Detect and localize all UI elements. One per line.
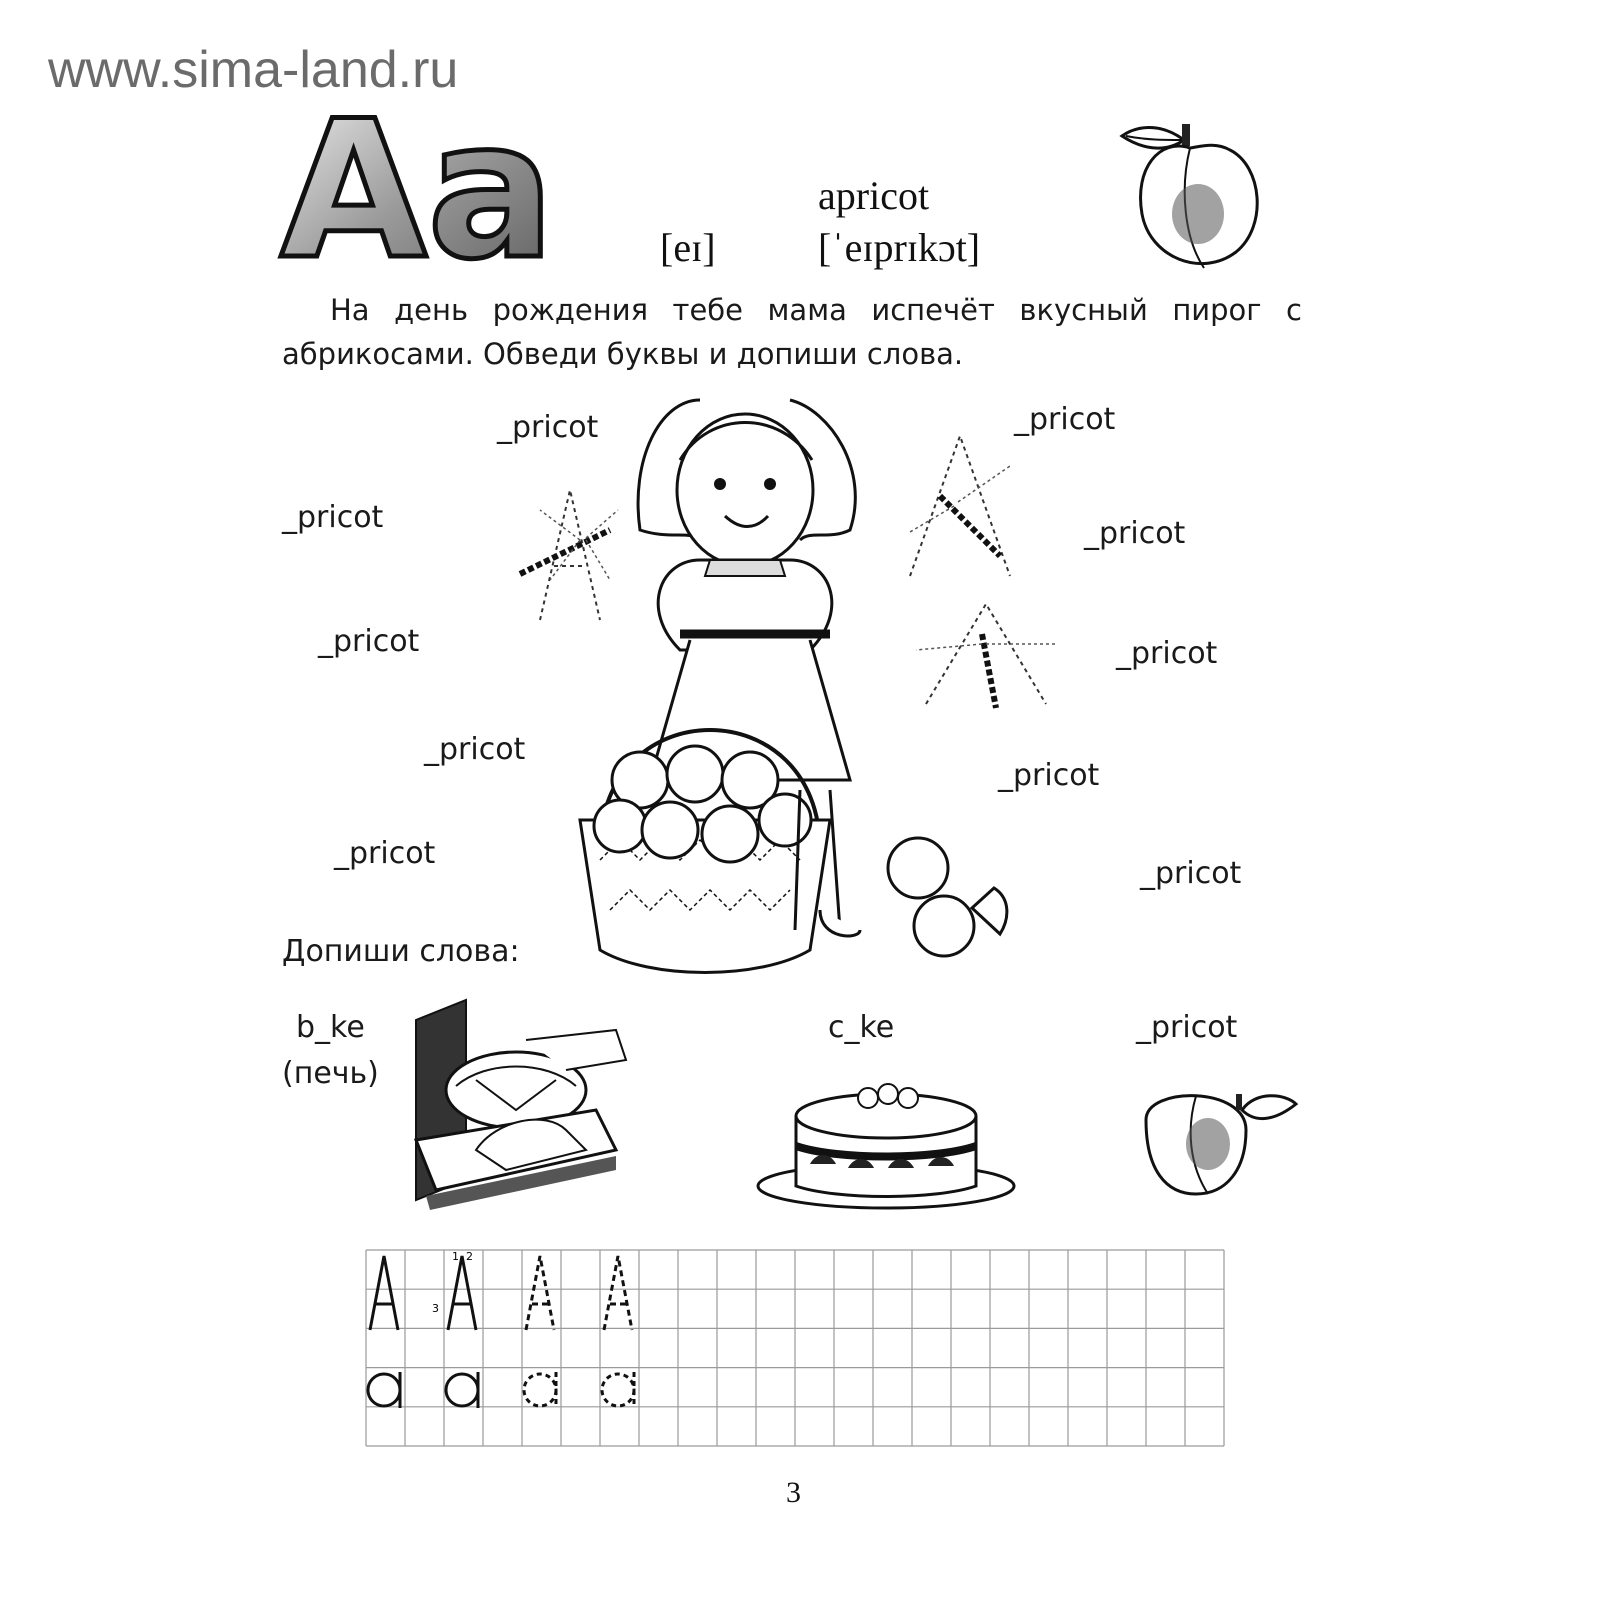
- letter-a-upper-samples: [370, 1256, 476, 1330]
- svg-text:3: 3: [432, 1302, 439, 1315]
- dragonfly-dotted-a-right-top: [900, 436, 1020, 586]
- big-letters-aa: [280, 80, 560, 301]
- apricot-illustration-top: [1120, 118, 1270, 278]
- intro-paragraph: На день рождения тебе мама испечёт вкусный пирог с абрикосами. Обведи буквы и допиши слова.: [282, 293, 1302, 371]
- fill-word-apricot: _pricot: [1136, 1010, 1238, 1045]
- header-transcription: [ˈeɪprɪkɔt]: [818, 225, 981, 270]
- girl-with-basket-illustration: [580, 390, 910, 990]
- apricot-illustration-bottom: [1146, 1090, 1296, 1200]
- fill-word-cake: c_ke: [828, 1010, 895, 1045]
- page-number: 3: [786, 1476, 801, 1509]
- writing-practice-grid: [366, 1250, 1224, 1446]
- trace-word-9: _pricot: [998, 758, 1100, 793]
- header-sound: [eɪ]: [660, 225, 716, 270]
- cake-illustration: [756, 1076, 1016, 1214]
- baking-pie-illustration: [416, 1000, 636, 1216]
- trace-word-7: _pricot: [1084, 516, 1186, 551]
- svg-text:Aa: Aa: [280, 80, 556, 301]
- trace-word-10: _pricot: [1140, 856, 1242, 891]
- svg-text:2: 2: [466, 1250, 473, 1263]
- trace-word-1: _pricot: [497, 410, 599, 445]
- trace-word-2: _pricot: [282, 500, 384, 535]
- fill-word-bake: b_ke: [296, 1010, 365, 1045]
- watermark: www.sima-land.ru: [48, 41, 459, 99]
- letter-a-lower-samples: [368, 1372, 478, 1408]
- loose-apricots: [884, 838, 1014, 958]
- trace-word-8: _pricot: [1116, 636, 1218, 671]
- header-word: apricot: [818, 173, 930, 218]
- trace-word-5: _pricot: [334, 836, 436, 871]
- trace-word-6: _pricot: [1014, 402, 1116, 437]
- letter-a-lower-dotted: [524, 1372, 634, 1408]
- trace-word-4: _pricot: [424, 732, 526, 767]
- letter-a-upper-dotted: [526, 1256, 632, 1330]
- trace-word-3: _pricot: [318, 624, 420, 659]
- dragonfly-dotted-a-right-mid: [916, 604, 1056, 714]
- fill-word-bake-note: (печь): [282, 1056, 379, 1091]
- section2-title: Допиши слова:: [282, 934, 520, 969]
- svg-text:1: 1: [452, 1250, 459, 1263]
